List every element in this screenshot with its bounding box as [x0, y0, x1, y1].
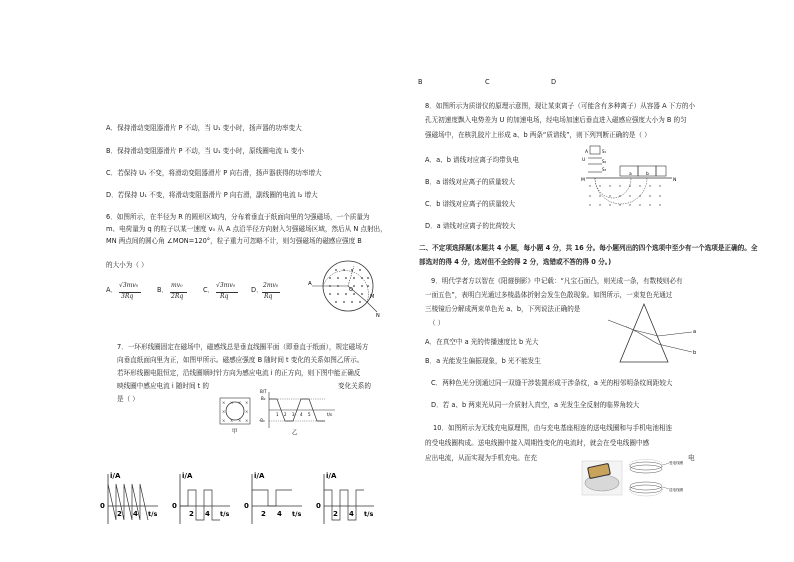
q7-graph-c-xlabel: t/s	[292, 510, 302, 518]
svg-text:×: ×	[222, 409, 226, 414]
q6-label-o: O	[349, 287, 353, 293]
q9-option-d: D．若 a、b 两束光从同一介质射入真空，a 光发生全反射的临界角较大	[431, 401, 640, 409]
q7-graph-d-xlabel: t/s	[364, 510, 374, 518]
top-letter-c: C	[485, 78, 490, 86]
q8-label-m: M	[581, 178, 585, 183]
top-letter-b: B	[418, 78, 423, 86]
q7-graph-d-tick-4: 4	[349, 510, 354, 518]
q7-tick-2: 2	[284, 412, 287, 417]
q7-graph-c-tick-4: 4	[277, 510, 282, 518]
q6-label-n: N	[376, 313, 380, 318]
svg-text:×: ×	[245, 409, 249, 414]
q7-fig-yi-label: 乙	[292, 430, 298, 436]
top-letter-d: D	[551, 78, 557, 86]
q9-line-3: 三棱镜后分解成两束单色光 a、b，下列说法正确的是	[425, 305, 581, 313]
q10-wireless-charging-figure	[580, 455, 688, 501]
q7-graph-d-zero: 0	[316, 502, 321, 510]
q8-line-3: 强磁场中，在核乳胶片上形成 a、b 两条“质谱线”，则下列判断正确的是（ ）	[425, 131, 651, 139]
svg-text:×: ×	[238, 400, 242, 405]
q9-line-4: （ ）	[429, 319, 445, 327]
q7-fig-jia-label: 甲	[232, 429, 238, 435]
q7-line-3: 若环形线圈电阻恒定，沿线圈顺时针方向为感应电流 i 的正方向，则下图中能正确反	[117, 369, 361, 377]
q7-graph-b-tick-4: 4	[205, 510, 210, 518]
q6-option-d-letter: D．	[251, 286, 263, 294]
q9-label-b: b	[693, 350, 697, 356]
svg-text:×: ×	[245, 418, 249, 423]
q6-option-b-letter: B．	[157, 286, 169, 294]
svg-text:×: ×	[245, 400, 249, 405]
q7-graph-c-ylabel: i/A	[254, 472, 265, 480]
q6-line-2: m、电荷量为 q 的粒子以某一速度 v₀ 从 A 点沿半径方向射入匀强磁场区域，然后从 N 点射出，	[106, 225, 387, 233]
q10-line-3: 应出电流，从而实现为手机充电。在充	[425, 454, 538, 462]
q7-line-4: 映线圈中感应电流 i 随时间 t 的	[117, 382, 209, 390]
q7-graph-c-zero: 0	[244, 502, 249, 510]
q7-graph-a-zero: 0	[100, 502, 105, 510]
q8-line-1: 8．如图所示为质谱仪的原理示意图，现让某束离子（可能含有多种离子）从容器 A 下方的小	[425, 102, 696, 110]
q8-label-s1: S₁	[602, 149, 607, 154]
q8-option-c: C．b 谱线对应离子的质量较大	[425, 200, 516, 208]
q6-option-d-num: 2mv₀	[263, 282, 279, 289]
q7-tick-4: 4	[300, 412, 303, 417]
q8-label-a: A	[585, 150, 589, 155]
q7-graph-a-tick-2: 2	[117, 510, 122, 518]
q10-line-1: 10．如图所示为无线充电原理图，由与充电基座相连的送电线圈和与手机电池相连	[433, 424, 673, 432]
q7-graph-a	[98, 470, 166, 526]
q6-label-m: M	[370, 294, 375, 300]
q5-option-c: C．若保持 U₁ 不变，将滑动变阻器滑片 P 向右滑，扬声器获得的功率增大	[106, 169, 322, 177]
q7-graph-c-tick-2: 2	[261, 510, 266, 518]
q7-graph-b-zero: 0	[172, 502, 177, 510]
q10-label-receiver-coil: 受电线圈	[669, 461, 683, 465]
q7-line-6: 是（ ）	[117, 395, 139, 403]
q6-label-a: A	[308, 281, 312, 287]
q6-option-c-letter: C．	[203, 286, 215, 294]
q7-graph-d-tick-2: 2	[333, 510, 338, 518]
q8-line-2: 孔无初速度飘入电势差为 U 的加速电场，经电场加速后垂直进入磁感应强度大小为 B 的匀	[425, 116, 687, 124]
q7-graph-b	[170, 470, 238, 526]
q9-option-c: C．两种色光分别通过同一双缝干涉装置形成干涉条纹，a 光的相邻明条纹间距较大	[431, 379, 673, 387]
q9-line-1: 9．明代学者方以智在《阳燧倒影》中记载：“凡宝石面凸，则光成一条，有数棱则必有	[431, 277, 683, 285]
q6-option-c-den: Rq	[220, 293, 229, 300]
q7-tick-1: 1	[276, 412, 279, 417]
q7-graph-a-tick-4: 4	[133, 510, 138, 518]
q7-line-5: 变化关系的	[338, 382, 371, 390]
q8-option-d: D．a 谱线对应离子的比荷较大	[425, 222, 516, 230]
q6-option-a-letter: A．	[106, 286, 118, 294]
q7-graph-b-xlabel: t/s	[220, 510, 230, 518]
section-2-heading-line-2: 部选对的得 4 分，选对但不全的得 2 分，选错或不答的得 0 分。)	[419, 258, 612, 266]
q9-option-a: A．在真空中 a 光的传播速度比 b 光大	[425, 338, 539, 346]
svg-text:×: ×	[230, 400, 234, 405]
q6-option-d-den: Rq	[264, 293, 273, 300]
q7-b-axis-label: B/T	[260, 389, 267, 394]
q6-circle-field-figure	[306, 258, 382, 318]
q6-option-c-num: √3mv₀	[216, 282, 236, 289]
svg-text:×: ×	[230, 418, 234, 423]
q7-ring-figure	[217, 395, 257, 435]
svg-text:×: ×	[222, 418, 226, 423]
q6-option-a-num: √3mv₀	[119, 282, 139, 289]
q5-option-d: D．若保持 U₁ 不变，将滑动变阻器滑片 P 向右滑，副线圈的电流 I₂ 增大	[106, 191, 318, 199]
q10-label-transmitter-coil: 送电线圈	[669, 488, 683, 492]
q7-graph-a-ylabel: i/A	[110, 472, 121, 480]
q7-tick-3: 3	[292, 412, 295, 417]
q10-line-4: 电	[688, 454, 695, 462]
q8-label-n: N	[673, 178, 677, 183]
q7-graph-b-ylabel: i/A	[182, 472, 193, 480]
q7-graph-a-xlabel: t/s	[148, 510, 158, 518]
q6-option-b-num: mv₀	[171, 282, 183, 289]
q9-option-b: B．a 光能发生偏振现象，b 光不能发生	[425, 357, 541, 365]
q5-option-b: B．保持滑动变阻器滑片 P 不动，当 U₁ 变小时，原线圈电流 I₁ 变小	[106, 147, 304, 155]
q7-line-1: 7．一环形线圈固定在磁场中，磁感线总是垂直线圈平面（即垂直于纸面），规定磁场方	[117, 343, 369, 351]
section-2-heading-line-1: 二、不定项选择题(本题共 4 小题，每小题 4 分，共 16 分。每小题列出的四个选项中至少有一个选项是正确的。全	[419, 244, 758, 252]
q9-label-a: a	[693, 329, 697, 335]
q8-option-b: B．a 谱线对应离子的质量较大	[425, 178, 515, 186]
q9-line-2: 一面五色”，表明白光通过多棱晶体折射会发生色散现象。如图所示，一束复色光通过	[425, 291, 673, 299]
q8-option-a: A．a、b 谱线对应离子均带负电	[425, 156, 519, 164]
q5-option-a: A．保持滑动变阻器滑片 P 不动，当 U₁ 变小时，扬声器的功率变大	[106, 124, 302, 132]
q7-bt-graph	[259, 388, 339, 436]
svg-text:×: ×	[222, 400, 226, 405]
svg-text:×: ×	[238, 418, 242, 423]
q6-option-a-den: 3Rq	[121, 293, 134, 300]
q7-graph-d	[314, 470, 382, 526]
q8-label-s3: S₃	[602, 167, 607, 172]
q6-line-1: 6．如图所示，在半径为 R 的圆形区域内，分布着垂直于纸面向里的匀强磁场，一个质量为	[106, 213, 370, 221]
q8-label-a-line: a	[629, 172, 632, 177]
q8-label-b-line: b	[646, 172, 649, 177]
q7-graph-d-ylabel: i/A	[326, 472, 337, 480]
q8-label-s2: S₂	[602, 159, 607, 164]
q9-prism-figure	[606, 300, 698, 366]
q7-b0-label: B₀	[261, 396, 266, 401]
q7-neg-b0-label: -B₀	[259, 418, 265, 423]
q7-graph-c	[242, 470, 310, 526]
q6-line-3: MN 两点间的圆心角 ∠MON=120°，粒子重力可忽略不计，则匀强磁场的磁感应强度 B	[106, 237, 362, 245]
q6-line-4: 的大小为（ ）	[106, 261, 148, 269]
q6-option-b-den: 2Rq	[171, 293, 184, 300]
q7-graph-b-tick-2: 2	[189, 510, 194, 518]
q10-line-2: 的受电线圈构成。送电线圈中接入周期性变化的电流时，就会在受电线圈中感	[425, 439, 650, 447]
q7-line-2: 向垂直纸面向里为正，如图甲所示。磁感应强度 B 随时间 t 变化的关系如图乙所示。	[117, 356, 364, 364]
q8-label-u: U	[582, 158, 586, 163]
q8-mass-spectrometer-figure	[580, 144, 678, 210]
q7-t-axis-label: t/s	[327, 412, 332, 417]
q7-tick-5: 5	[308, 412, 311, 417]
